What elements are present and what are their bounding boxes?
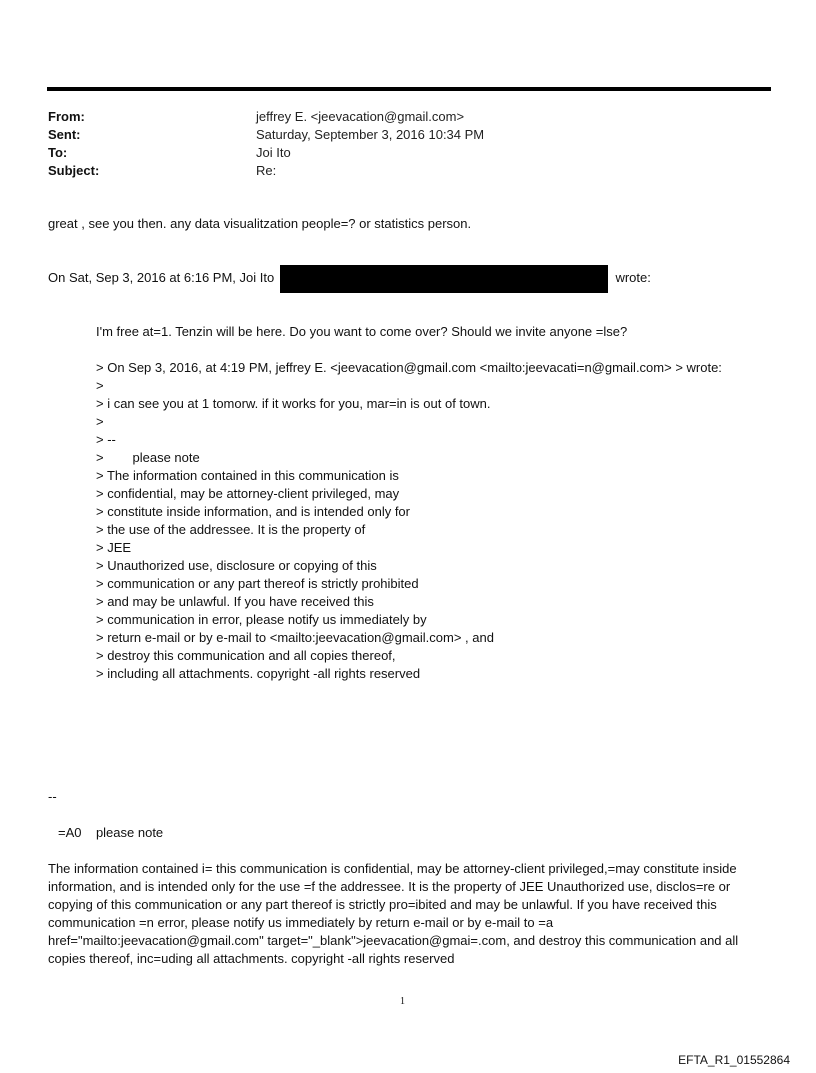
email-header: [48, 108, 484, 180]
nested-line: > i can see you at 1 tomorw. if it works for you, mar=in is out of town.: [96, 396, 491, 411]
to-row: [48, 144, 484, 162]
to-value: Joi Ito: [256, 145, 291, 160]
nested-line: > JEE: [96, 540, 132, 555]
nested-line: > return e-mail or by e-mail to <mailto:jeevacation@gmail.com> , and: [96, 630, 494, 645]
from-row: [48, 108, 484, 126]
sent-label: Sent:: [48, 127, 81, 142]
nested-line: > The information contained in this communication is: [96, 468, 399, 483]
subject-row: [48, 162, 484, 180]
redaction-bar: [280, 265, 608, 293]
nested-line: >: [96, 378, 104, 393]
nested-line: > including all attachments. copyright -all rights reserved: [96, 666, 421, 681]
bates-number: EFTA_R1_01552864: [678, 1053, 790, 1067]
nested-line: >: [96, 414, 104, 429]
reply-text: great , see you then. any data visualitzation people=? or statistics person.: [48, 216, 472, 231]
nested-line: > communication in error, please notify us immediately by: [96, 612, 427, 627]
page-number: 1: [400, 996, 405, 1007]
subject-label: Subject:: [48, 163, 100, 178]
nested-line: > Unauthorized use, disclosure or copying of this: [96, 558, 377, 573]
nested-line: > communication or any part thereof is strictly prohibited: [96, 576, 419, 591]
attribution-suffix: wrote:: [615, 270, 651, 285]
subject-value: Re:: [256, 163, 277, 178]
from-value: jeffrey E. <jeevacation@gmail.com>: [256, 109, 465, 124]
nested-line: > confidential, may be attorney-client privileged, may: [96, 486, 400, 501]
nested-quote: [96, 359, 722, 683]
sent-value: Saturday, September 3, 2016 10:34 PM: [256, 127, 485, 142]
attribution-line: [48, 264, 651, 293]
please-note: =A0 please note: [58, 825, 164, 840]
nested-line: > --: [96, 432, 116, 447]
to-label: To:: [48, 145, 68, 160]
sent-row: [48, 126, 484, 144]
from-label: From:: [48, 109, 85, 124]
attribution-prefix: On Sat, Sep 3, 2016 at 6:16 PM, Joi Ito: [48, 270, 275, 285]
nested-line: > and may be unlawful. If you have received this: [96, 594, 374, 609]
header-rule: [47, 87, 771, 91]
nested-line: > please note: [96, 450, 200, 465]
nested-line: > On Sep 3, 2016, at 4:19 PM, jeffrey E. <jeevacation@gmail.com <mailto:jeevacati=n@gmail.com> > wrote:: [96, 360, 722, 375]
quoted-message-text: I'm free at=1. Tenzin will be here. Do you want to come over? Should we invite anyone =lse?: [96, 324, 628, 339]
disclaimer-text: The information contained i= this communication is confidential, may be attorney-client privileged,=may constitute inside information, and is intended only for the use =f the addressee. It is the property of JEE Unauthorized use, disclos=re or copying of this communication or any part thereof is strictly pro=ibited and may be unlawful. If you have received this communication =n error, please notify us immediately by return e-mail or by e-mail to =a href="mailto:jeevacation@gmail.com" target="_blank">jeevacation@gmai=.com, and destroy this communication and all copies thereof, inc=uding all attachments. copyright -all rights reserved: [48, 861, 739, 966]
nested-line: > destroy this communication and all copies thereof,: [96, 648, 396, 663]
quoted-message: [96, 323, 627, 341]
nested-line: > the use of the addressee. It is the property of: [96, 522, 366, 537]
nested-line: > constitute inside information, and is intended only for: [96, 504, 410, 519]
signature-separator: --: [48, 789, 57, 804]
